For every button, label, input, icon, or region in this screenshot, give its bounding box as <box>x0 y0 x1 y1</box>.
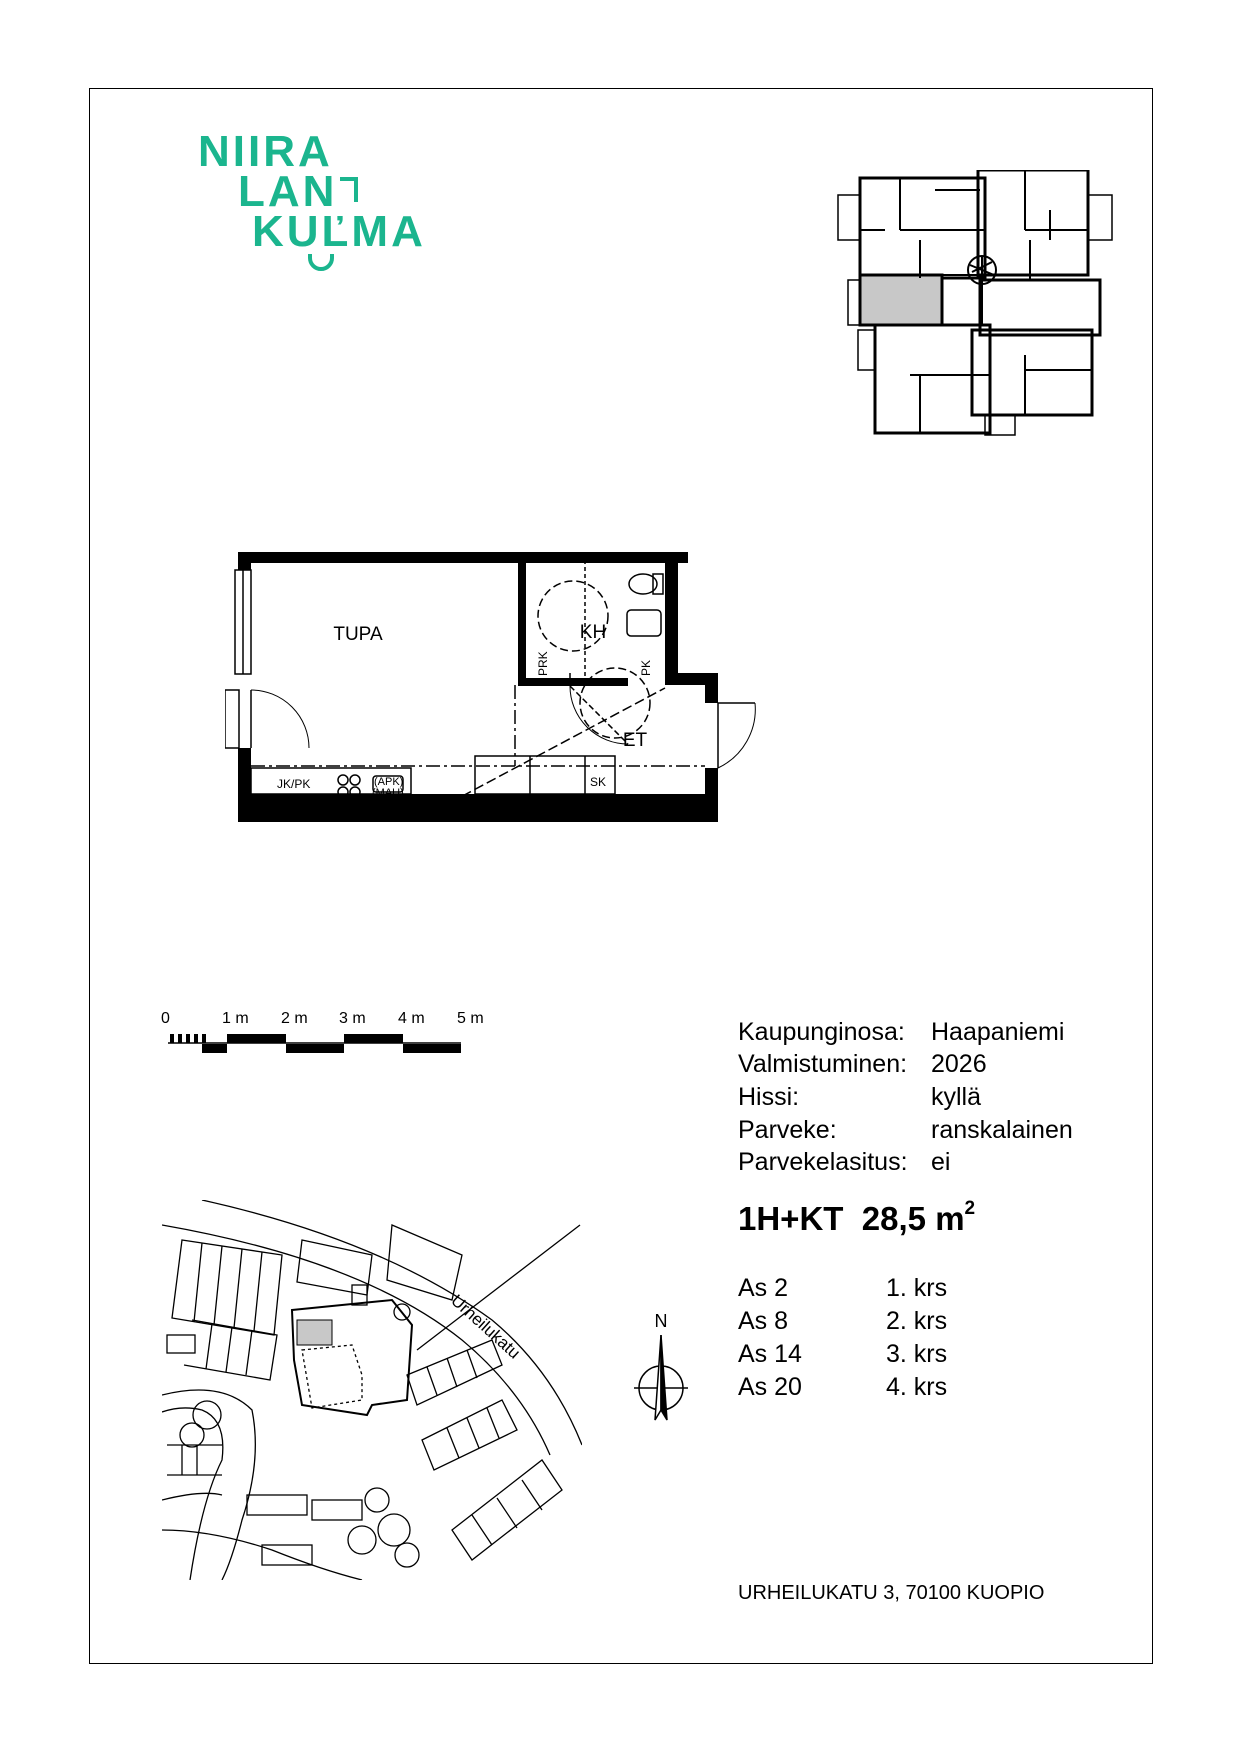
apartment-area: 28,5 m <box>861 1200 965 1237</box>
info-key: Parveke: <box>738 1116 837 1144</box>
info-key: Kaupunginosa: <box>738 1018 905 1046</box>
unit-floor: 4. krs <box>886 1373 948 1401</box>
info-value: kyllä <box>931 1083 982 1111</box>
unit-floor: 3. krs <box>886 1340 948 1368</box>
north-arrow <box>632 1310 692 1430</box>
fixture-label-prk: PRK <box>536 651 550 676</box>
unit-number: As 2 <box>738 1274 789 1302</box>
unit-number: As 8 <box>738 1307 789 1335</box>
logo-line-3: KUĽMA <box>252 207 426 256</box>
apartment-title <box>738 1200 975 1238</box>
address: URHEILUKATU 3, 70100 KUOPIO <box>738 1582 1045 1604</box>
street-label: Urheilukatu <box>447 1290 524 1363</box>
info-value: ei <box>931 1148 951 1176</box>
scale-label-2: 2 m <box>281 1010 308 1027</box>
info-key: Hissi: <box>738 1083 800 1111</box>
apartment-type: 1H+KT <box>738 1200 844 1237</box>
wall-left-upper <box>238 552 251 570</box>
wall-bath-left <box>518 560 526 685</box>
scale-label-0: 0 <box>161 1010 170 1027</box>
scale-label-5: 5 m <box>457 1010 484 1027</box>
fixture-label-apk: (APK) <box>374 776 404 788</box>
room-label-et: ET <box>622 730 648 751</box>
room-label-kh: KH <box>579 622 607 643</box>
unit-number: As 20 <box>738 1373 802 1401</box>
room-label-tupa: TUPA <box>333 624 383 645</box>
wall-top <box>238 552 688 563</box>
logo-line-1: NIIRA <box>198 127 333 176</box>
logo-corner-mark <box>338 176 360 206</box>
unit-floor: 1. krs <box>886 1274 948 1302</box>
wall-bath-bottom <box>518 678 628 686</box>
wall-bottom <box>238 794 718 822</box>
site-plan <box>162 1200 582 1580</box>
fixture-label-sk: SK <box>590 775 607 789</box>
apartment-area-sup: 2 <box>964 1198 976 1219</box>
scale-label-4: 4 m <box>398 1010 425 1027</box>
info-value: Haapaniemi <box>931 1018 1065 1046</box>
fixture-label-pk: PK <box>639 659 653 676</box>
fixture-label-mau: (MAU) <box>372 787 404 799</box>
unit-number: As 14 <box>738 1340 802 1368</box>
fixture-label-jkpk: JK/PK <box>277 777 311 791</box>
info-value: ranskalainen <box>931 1116 1073 1144</box>
unit-floor: 2. krs <box>886 1307 948 1335</box>
wall-entry-right-upper <box>705 673 718 703</box>
info-key: Valmistuminen: <box>738 1050 908 1078</box>
scale-label-1: 1 m <box>222 1010 249 1027</box>
floor-plan <box>225 548 765 828</box>
info-key: Parvekelasitus: <box>738 1148 908 1176</box>
info-value: 2026 <box>931 1050 987 1078</box>
logo-smile-mark <box>307 252 335 272</box>
key-plan <box>830 170 1120 445</box>
logo-line-2: LAN <box>238 167 338 216</box>
wall-entry-right-lower <box>705 768 718 822</box>
north-label: N <box>654 1311 668 1331</box>
scale-bar-graphic <box>168 1032 478 1062</box>
scale-label-3: 3 m <box>339 1010 366 1027</box>
wall-bath-right <box>665 552 678 677</box>
